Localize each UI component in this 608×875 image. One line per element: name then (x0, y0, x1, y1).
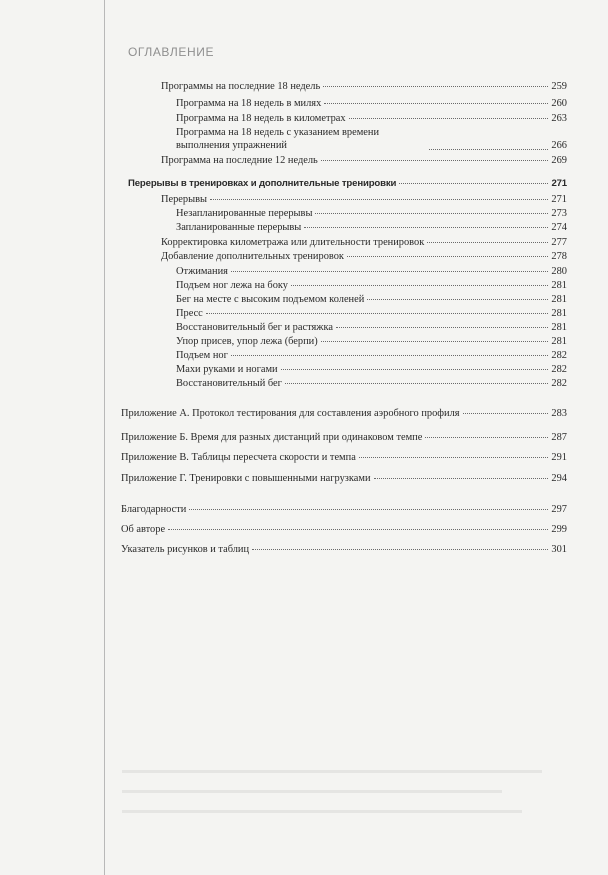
toc-entry[interactable] (161, 236, 567, 249)
dot-leader (399, 182, 548, 184)
toc-entry-page: 273 (551, 208, 567, 219)
show-through-mark (122, 810, 522, 813)
toc-entry[interactable] (176, 126, 567, 152)
toc-entry-title: Восстановительный бег и растяжка (176, 322, 333, 333)
toc-entry-page: 263 (551, 113, 567, 124)
toc-entry[interactable] (176, 321, 567, 334)
toc-entry[interactable] (176, 265, 567, 278)
toc-entry-title: Приложение Г. Тренировки с повышенными нагрузками (121, 473, 371, 484)
toc-entry-title: Благодарности (121, 504, 187, 515)
toc-entry-page: 282 (551, 350, 567, 361)
toc-heading: ОГЛАВЛЕНИЕ (128, 45, 215, 59)
toc-entry[interactable] (161, 250, 567, 263)
dot-leader (429, 148, 548, 150)
dot-leader (324, 102, 548, 104)
dot-leader (425, 436, 548, 438)
dot-leader (349, 117, 549, 119)
toc-entry-title: Программа на 18 недель в милях (176, 98, 322, 109)
dot-leader (168, 528, 548, 530)
toc-entry-title: Упор присев, упор лежа (берпи) (176, 336, 318, 347)
toc-entry-page: 287 (551, 432, 567, 443)
toc-entry-page: 259 (551, 81, 567, 92)
toc-entry-page: 283 (551, 408, 567, 419)
toc-entry-page: 281 (551, 308, 567, 319)
toc-entry-title: Отжимания (176, 266, 228, 277)
toc-entry-title: Программа на 18 недель с указанием времени выполнения упражнений (176, 127, 380, 151)
toc-entry-page: 271 (551, 178, 567, 189)
dot-leader (252, 548, 548, 550)
toc-appendix[interactable] (121, 431, 567, 444)
toc-entry[interactable] (176, 97, 567, 110)
toc-entry-title: Об авторе (121, 524, 166, 535)
dot-leader (374, 477, 549, 479)
toc-entry-page: 271 (551, 194, 567, 205)
toc-entry-page: 274 (551, 222, 567, 233)
toc-entry[interactable] (161, 193, 567, 206)
toc-entry[interactable] (176, 293, 567, 306)
dot-leader (291, 284, 548, 286)
toc-entry-page: 281 (551, 280, 567, 291)
toc-entry-title: Программа на последние 12 недель (161, 155, 318, 166)
toc-entry-title: Приложение А. Протокол тестирования для составления аэробного профиля (121, 408, 460, 419)
toc-entry-title: Программа на 18 недель в километрах (176, 113, 346, 124)
toc-section-title: Перерывы в тренировках и дополнительные тренировки (128, 178, 397, 189)
dot-leader (347, 255, 548, 257)
toc-entry-page: 280 (551, 266, 567, 277)
page-edge-line (104, 0, 105, 875)
toc-entry-title: Перерывы (161, 194, 207, 205)
toc-entry-page: 278 (551, 251, 567, 262)
toc-entry-page: 282 (551, 378, 567, 389)
toc-entry[interactable] (161, 154, 567, 167)
toc-appendix[interactable] (121, 407, 567, 420)
toc-entry-page: 299 (551, 524, 567, 535)
toc-entry-page: 294 (551, 473, 567, 484)
toc-appendix[interactable] (121, 472, 567, 485)
toc-entry-page: 281 (551, 336, 567, 347)
toc-entry-page: 266 (551, 140, 567, 151)
toc-entry-page: 281 (551, 322, 567, 333)
dot-leader (336, 326, 548, 328)
toc-entry[interactable] (121, 543, 567, 556)
toc-entry-title: Незапланированные перерывы (176, 208, 313, 219)
toc-entry-title: Подъем ног лежа на боку (176, 280, 288, 291)
dot-leader (463, 412, 549, 414)
toc-entry-page: 269 (551, 155, 567, 166)
show-through-mark (122, 770, 542, 773)
toc-entry-title: Корректировка километража или длительности тренировок (161, 237, 425, 248)
toc-entry-title: Приложение В. Таблицы пересчета скорости и темпа (121, 452, 356, 463)
dot-leader (231, 354, 549, 356)
dot-leader (285, 382, 548, 384)
toc-entry-title: Пресс (176, 308, 203, 319)
toc-entry-page: 297 (551, 504, 567, 515)
dot-leader (189, 508, 548, 510)
toc-entry[interactable] (176, 377, 567, 390)
toc-section[interactable] (128, 177, 567, 190)
toc-entry[interactable] (176, 349, 567, 362)
dot-leader (304, 226, 548, 228)
toc-entry-page: 260 (551, 98, 567, 109)
toc-entry[interactable] (176, 112, 567, 125)
toc-entry-page: 282 (551, 364, 567, 375)
toc-entry-title: Приложение Б. Время для разных дистанций при одинаковом темпе (121, 432, 423, 443)
show-through-mark (122, 790, 502, 793)
dot-leader (281, 368, 549, 370)
toc-entry-title: Восстановительный бег (176, 378, 282, 389)
toc-entry[interactable] (176, 307, 567, 320)
toc-entry-title: Запланированные перерывы (176, 222, 302, 233)
dot-leader (231, 270, 548, 272)
toc-entry-title: Указатель рисунков и таблиц (121, 544, 250, 555)
toc-entry-title: Махи руками и ногами (176, 364, 278, 375)
toc-entry-title: Добавление дополнительных тренировок (161, 251, 344, 262)
toc-entry[interactable] (121, 503, 567, 516)
dot-leader (321, 159, 549, 161)
toc-entry-page: 291 (551, 452, 567, 463)
toc-entry[interactable] (161, 80, 567, 93)
dot-leader (321, 340, 549, 342)
toc-entry[interactable] (176, 335, 567, 348)
toc-entry[interactable] (176, 221, 567, 234)
toc-entry-title: Программы на последние 18 недель (161, 81, 321, 92)
toc-entry-page: 281 (551, 294, 567, 305)
dot-leader (359, 456, 549, 458)
toc-entry-page: 301 (551, 544, 567, 555)
toc-entry[interactable] (176, 279, 567, 292)
dot-leader (323, 85, 548, 87)
toc-entry[interactable] (176, 363, 567, 376)
toc-entry-title: Бег на месте с высоким подъемом коленей (176, 294, 365, 305)
toc-entry[interactable] (121, 523, 567, 536)
dot-leader (315, 212, 548, 214)
dot-leader (206, 312, 549, 314)
dot-leader (427, 241, 548, 243)
dot-leader (210, 198, 548, 200)
dot-leader (367, 298, 548, 300)
toc-entry-title: Подъем ног (176, 350, 228, 361)
toc-entry-page: 277 (551, 237, 567, 248)
toc-entry[interactable] (176, 207, 567, 220)
toc-appendix[interactable] (121, 451, 567, 464)
